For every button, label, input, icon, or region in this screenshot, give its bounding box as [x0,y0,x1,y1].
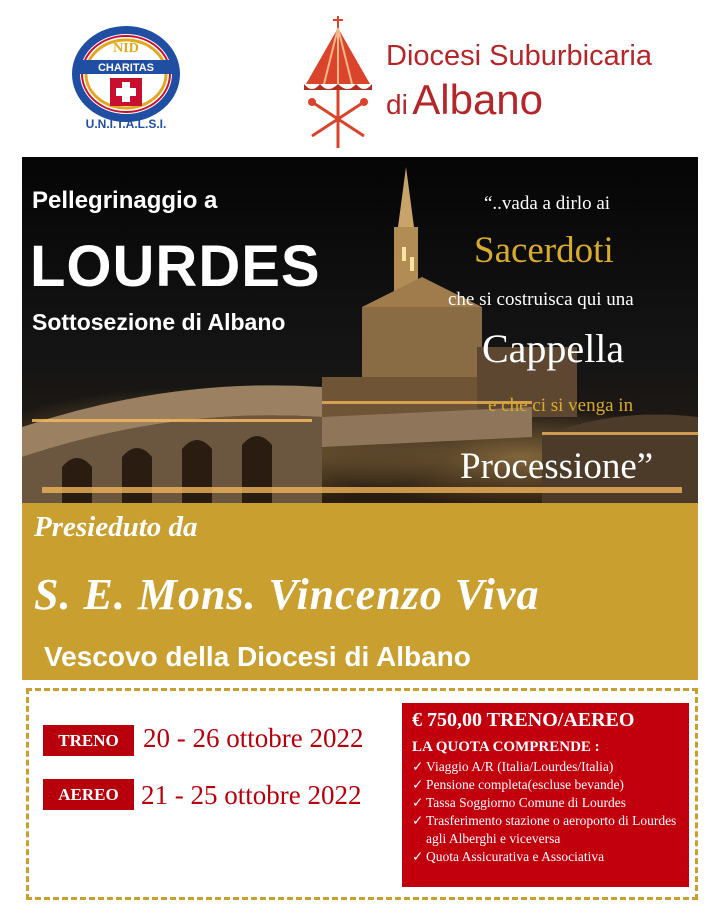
includes-list [412,758,684,866]
train-dates: 20 - 26 ottobre 2022 [143,723,364,753]
travel-info-box [26,688,698,900]
quote-line-3: che si costruisca qui una [448,289,634,310]
list-item-text: Trasferimento stazione o aeroporto di Lourdes agli Alberghi e viceversa [426,813,677,846]
quote-line-4: Cappella [482,326,625,371]
lourdes-title: LOURDES [30,234,321,299]
list-item-text: Quota Assicurativa e Associativa [426,849,605,864]
price-box [402,703,689,887]
logo-top-letters: NID [113,41,139,56]
check-icon: ✓ [412,759,424,774]
check-icon: ✓ [412,795,424,810]
plane-label: AEREO [43,779,134,810]
list-item [412,776,684,794]
price-line [412,709,634,732]
diocese-name-line1: Diocesi Suburbicaria [386,40,652,72]
quote-line-5: e che ci si venga in [488,395,634,416]
includes-label: LA QUOTA COMPRENDE : [412,739,600,755]
quote-line-1: “..vada a dirlo ai [484,193,611,214]
plane-dates: 21 - 25 ottobre 2022 [141,780,362,810]
list-item [412,758,684,776]
list-item [412,812,684,848]
diocese-umbrella-crest-icon [298,14,378,150]
check-icon: ✓ [412,849,424,864]
pilgrimage-line: Pellegrinaggio a [32,187,218,214]
logo-band-text: CHARITAS [97,62,155,74]
presiding-band [22,503,698,680]
quote-line-2: Sacerdoti [474,230,614,271]
header [0,0,713,150]
logo-bottom-text: U.N.I.T.A.L.S.I. [85,117,167,131]
unitalsi-logo-icon [66,22,186,132]
check-icon: ✓ [412,813,424,828]
lourdes-night-photo [22,157,698,503]
subsection-line: Sottosezione di Albano [32,309,286,335]
quote-line-6: Processione” [460,446,654,487]
price-amount: € 750,00 [412,709,482,731]
list-item-text: Viaggio A/R (Italia/Lourdes/Italia) [426,759,614,774]
list-item [412,794,684,812]
diocese-name-prefix: di [386,89,408,120]
presided-label: Presieduto da [34,511,198,543]
diocese-name-line2 [386,76,543,124]
bishop-title: Vescovo della Diocesi di Albano [44,641,471,672]
check-icon: ✓ [412,777,424,792]
train-label: TRENO [43,725,134,756]
bishop-name: S. E. Mons. Vincenzo Viva [34,570,540,619]
list-item-text: Tassa Soggiorno Comune di Lourdes [426,795,627,810]
price-mode: TRENO/AEREO [486,709,635,731]
list-item-text: Pensione completa(escluse bevande) [426,777,624,792]
list-item [412,848,684,866]
diocese-name-albano: Albano [412,76,544,123]
